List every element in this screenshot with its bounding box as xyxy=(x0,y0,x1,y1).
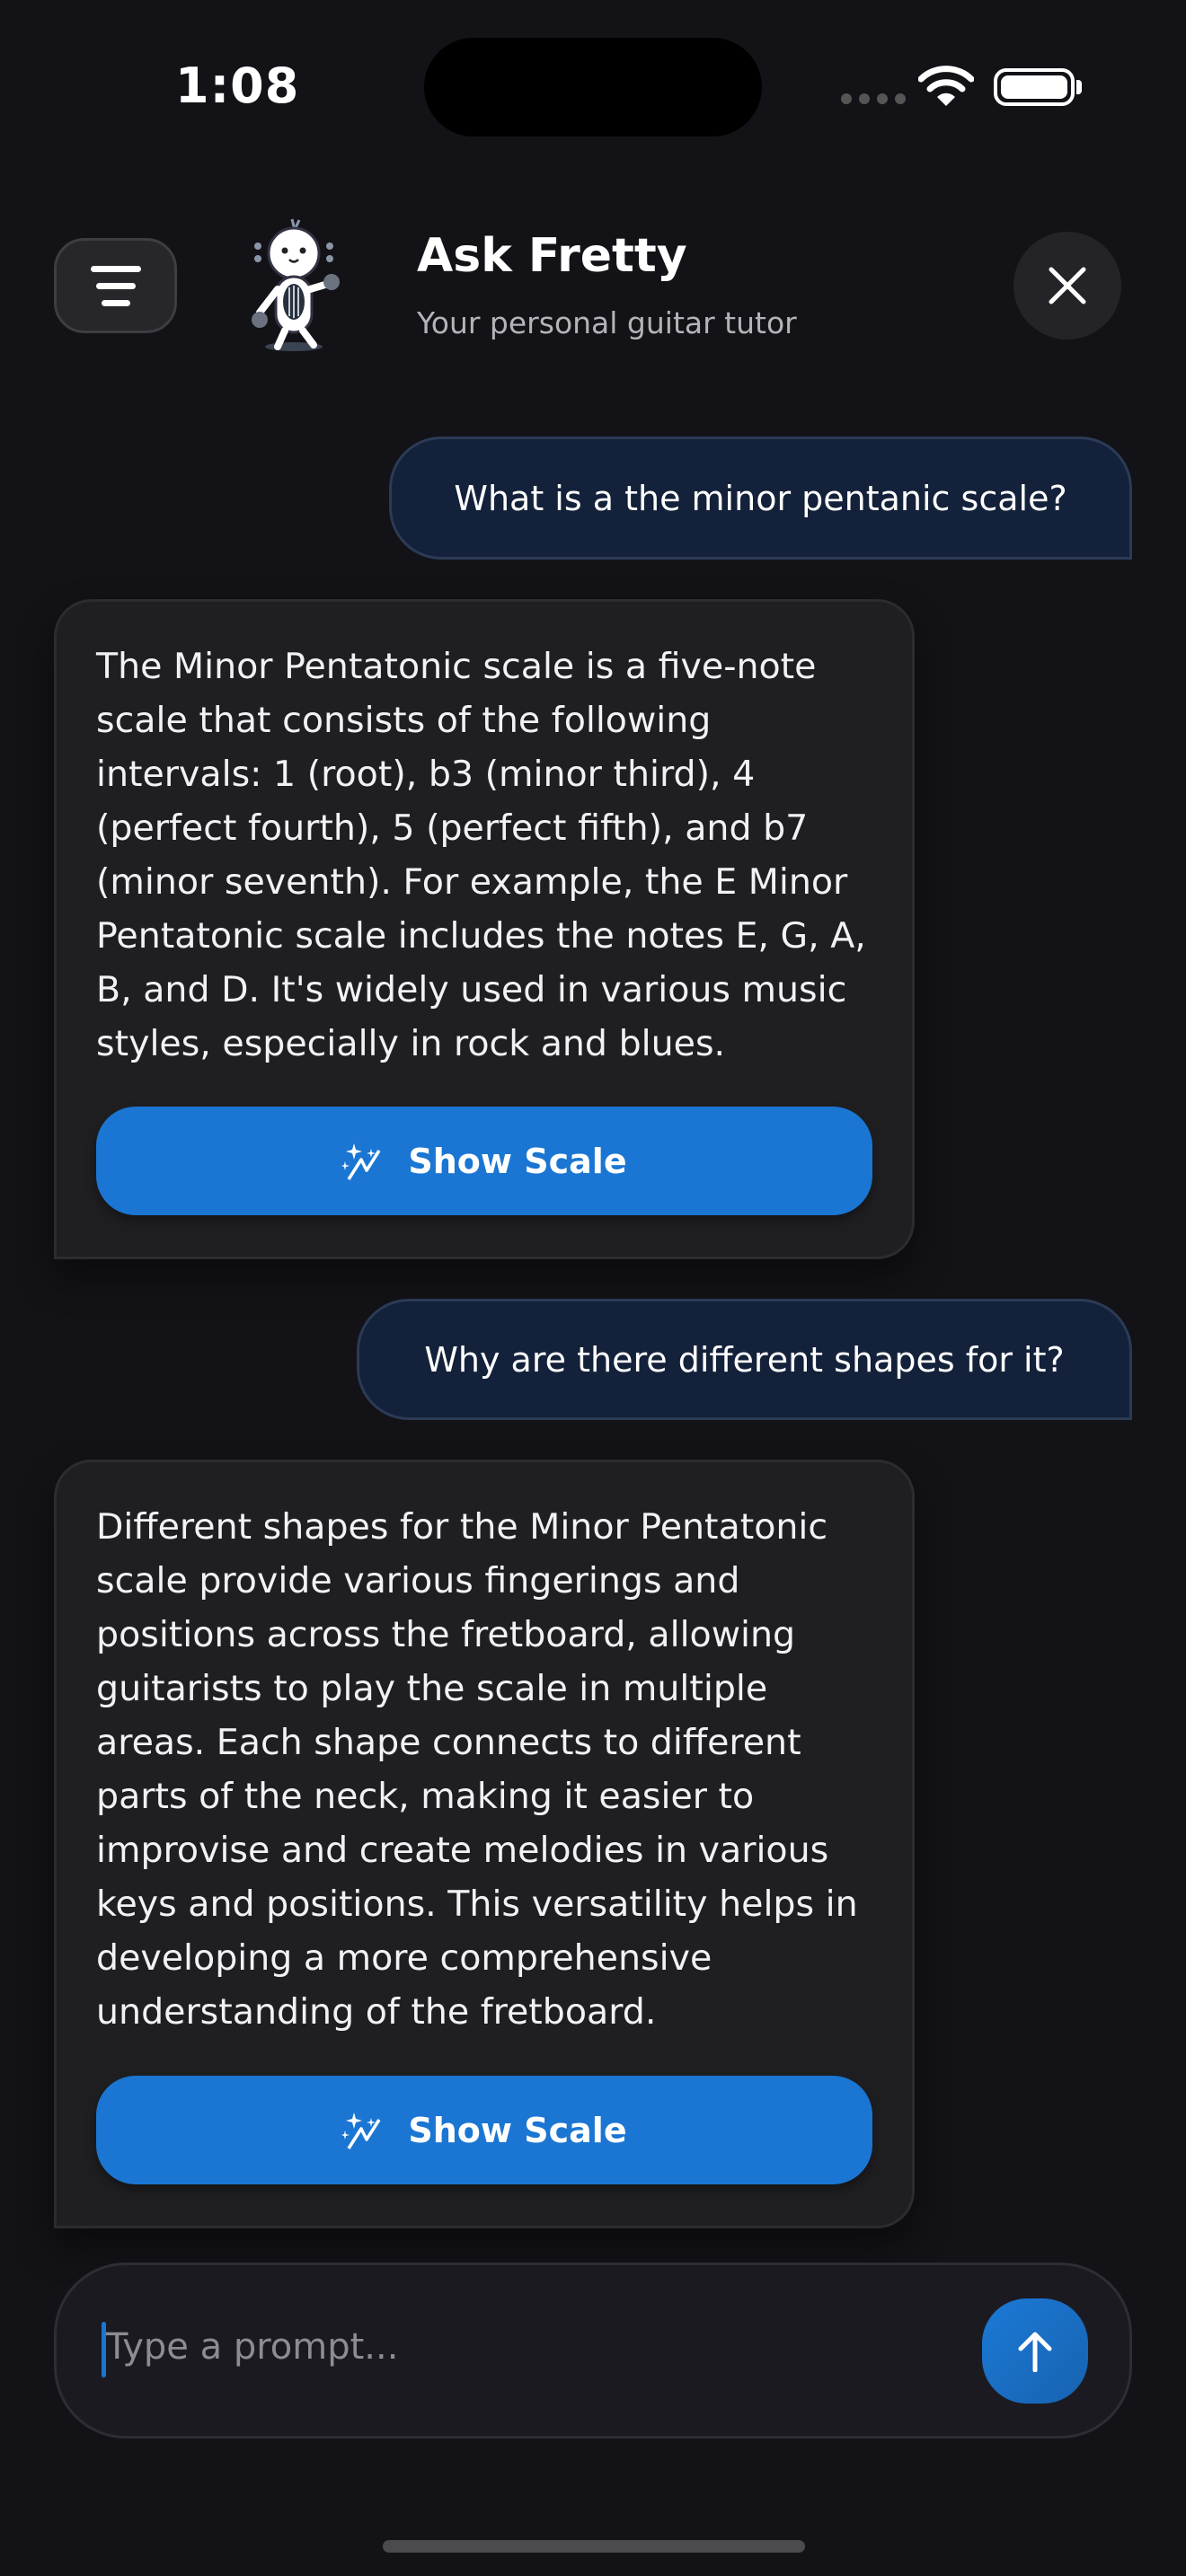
menu-icon-line xyxy=(96,283,136,289)
home-indicator[interactable] xyxy=(383,2540,805,2553)
page-title: Ask Fretty xyxy=(417,229,687,283)
message-text: Why are there different shapes for it? xyxy=(424,1339,1065,1380)
assistant-message xyxy=(54,1460,915,2228)
message-text: The Minor Pentatonic scale is a five-note scale that consists of the following intervals: 1 (root), b3 (minor third), 4 (perfect fourth), 5 (perfect fifth), and b7 (minor seventh). For example, the E Minor Pentatonic scale includes the notes E, G, A, B, and D. It's widely used in various music styles, especially in rock and blues. xyxy=(96,646,866,1064)
message-text: What is a the minor pentanic scale? xyxy=(454,478,1067,518)
prompt-input[interactable] xyxy=(54,2263,1132,2439)
button-label: Show Scale xyxy=(408,2110,627,2150)
fretty-mascot-logo xyxy=(238,212,355,356)
send-button[interactable] xyxy=(982,2298,1088,2404)
signal-icon xyxy=(841,93,906,104)
assistant-message xyxy=(54,599,915,1259)
page-subtitle: Your personal guitar tutor xyxy=(417,305,797,340)
user-message xyxy=(389,437,1132,560)
close-button[interactable] xyxy=(1013,232,1121,340)
battery-icon xyxy=(994,68,1075,106)
dynamic-island xyxy=(424,38,762,137)
menu-icon xyxy=(91,266,141,272)
sparkle-chart-icon xyxy=(341,2111,388,2150)
show-scale-button[interactable] xyxy=(96,1107,872,1215)
status-time: 1:08 xyxy=(175,57,300,114)
arrow-up-icon xyxy=(1017,2331,1053,2372)
prompt-placeholder: Type a prompt... xyxy=(106,2326,399,2368)
user-message xyxy=(357,1299,1132,1420)
menu-icon-line xyxy=(102,300,130,306)
button-label: Show Scale xyxy=(408,1141,627,1181)
battery-nub xyxy=(1076,80,1082,94)
wifi-icon xyxy=(918,65,974,108)
show-scale-button[interactable] xyxy=(96,2076,872,2184)
sparkle-chart-icon xyxy=(341,1142,388,1181)
message-text: Different shapes for the Minor Pentatonic scale provide various fingerings and positions across the fretboard, allowing guitarists to play the scale in multiple areas. Each shape connects to different parts of the neck, making it easier to improvise and create melodies in various keys and positions. This versatility helps in developing a more comprehensive understanding of the fretboard. xyxy=(96,1506,858,2033)
close-icon xyxy=(1048,266,1087,305)
menu-button[interactable] xyxy=(54,238,177,333)
